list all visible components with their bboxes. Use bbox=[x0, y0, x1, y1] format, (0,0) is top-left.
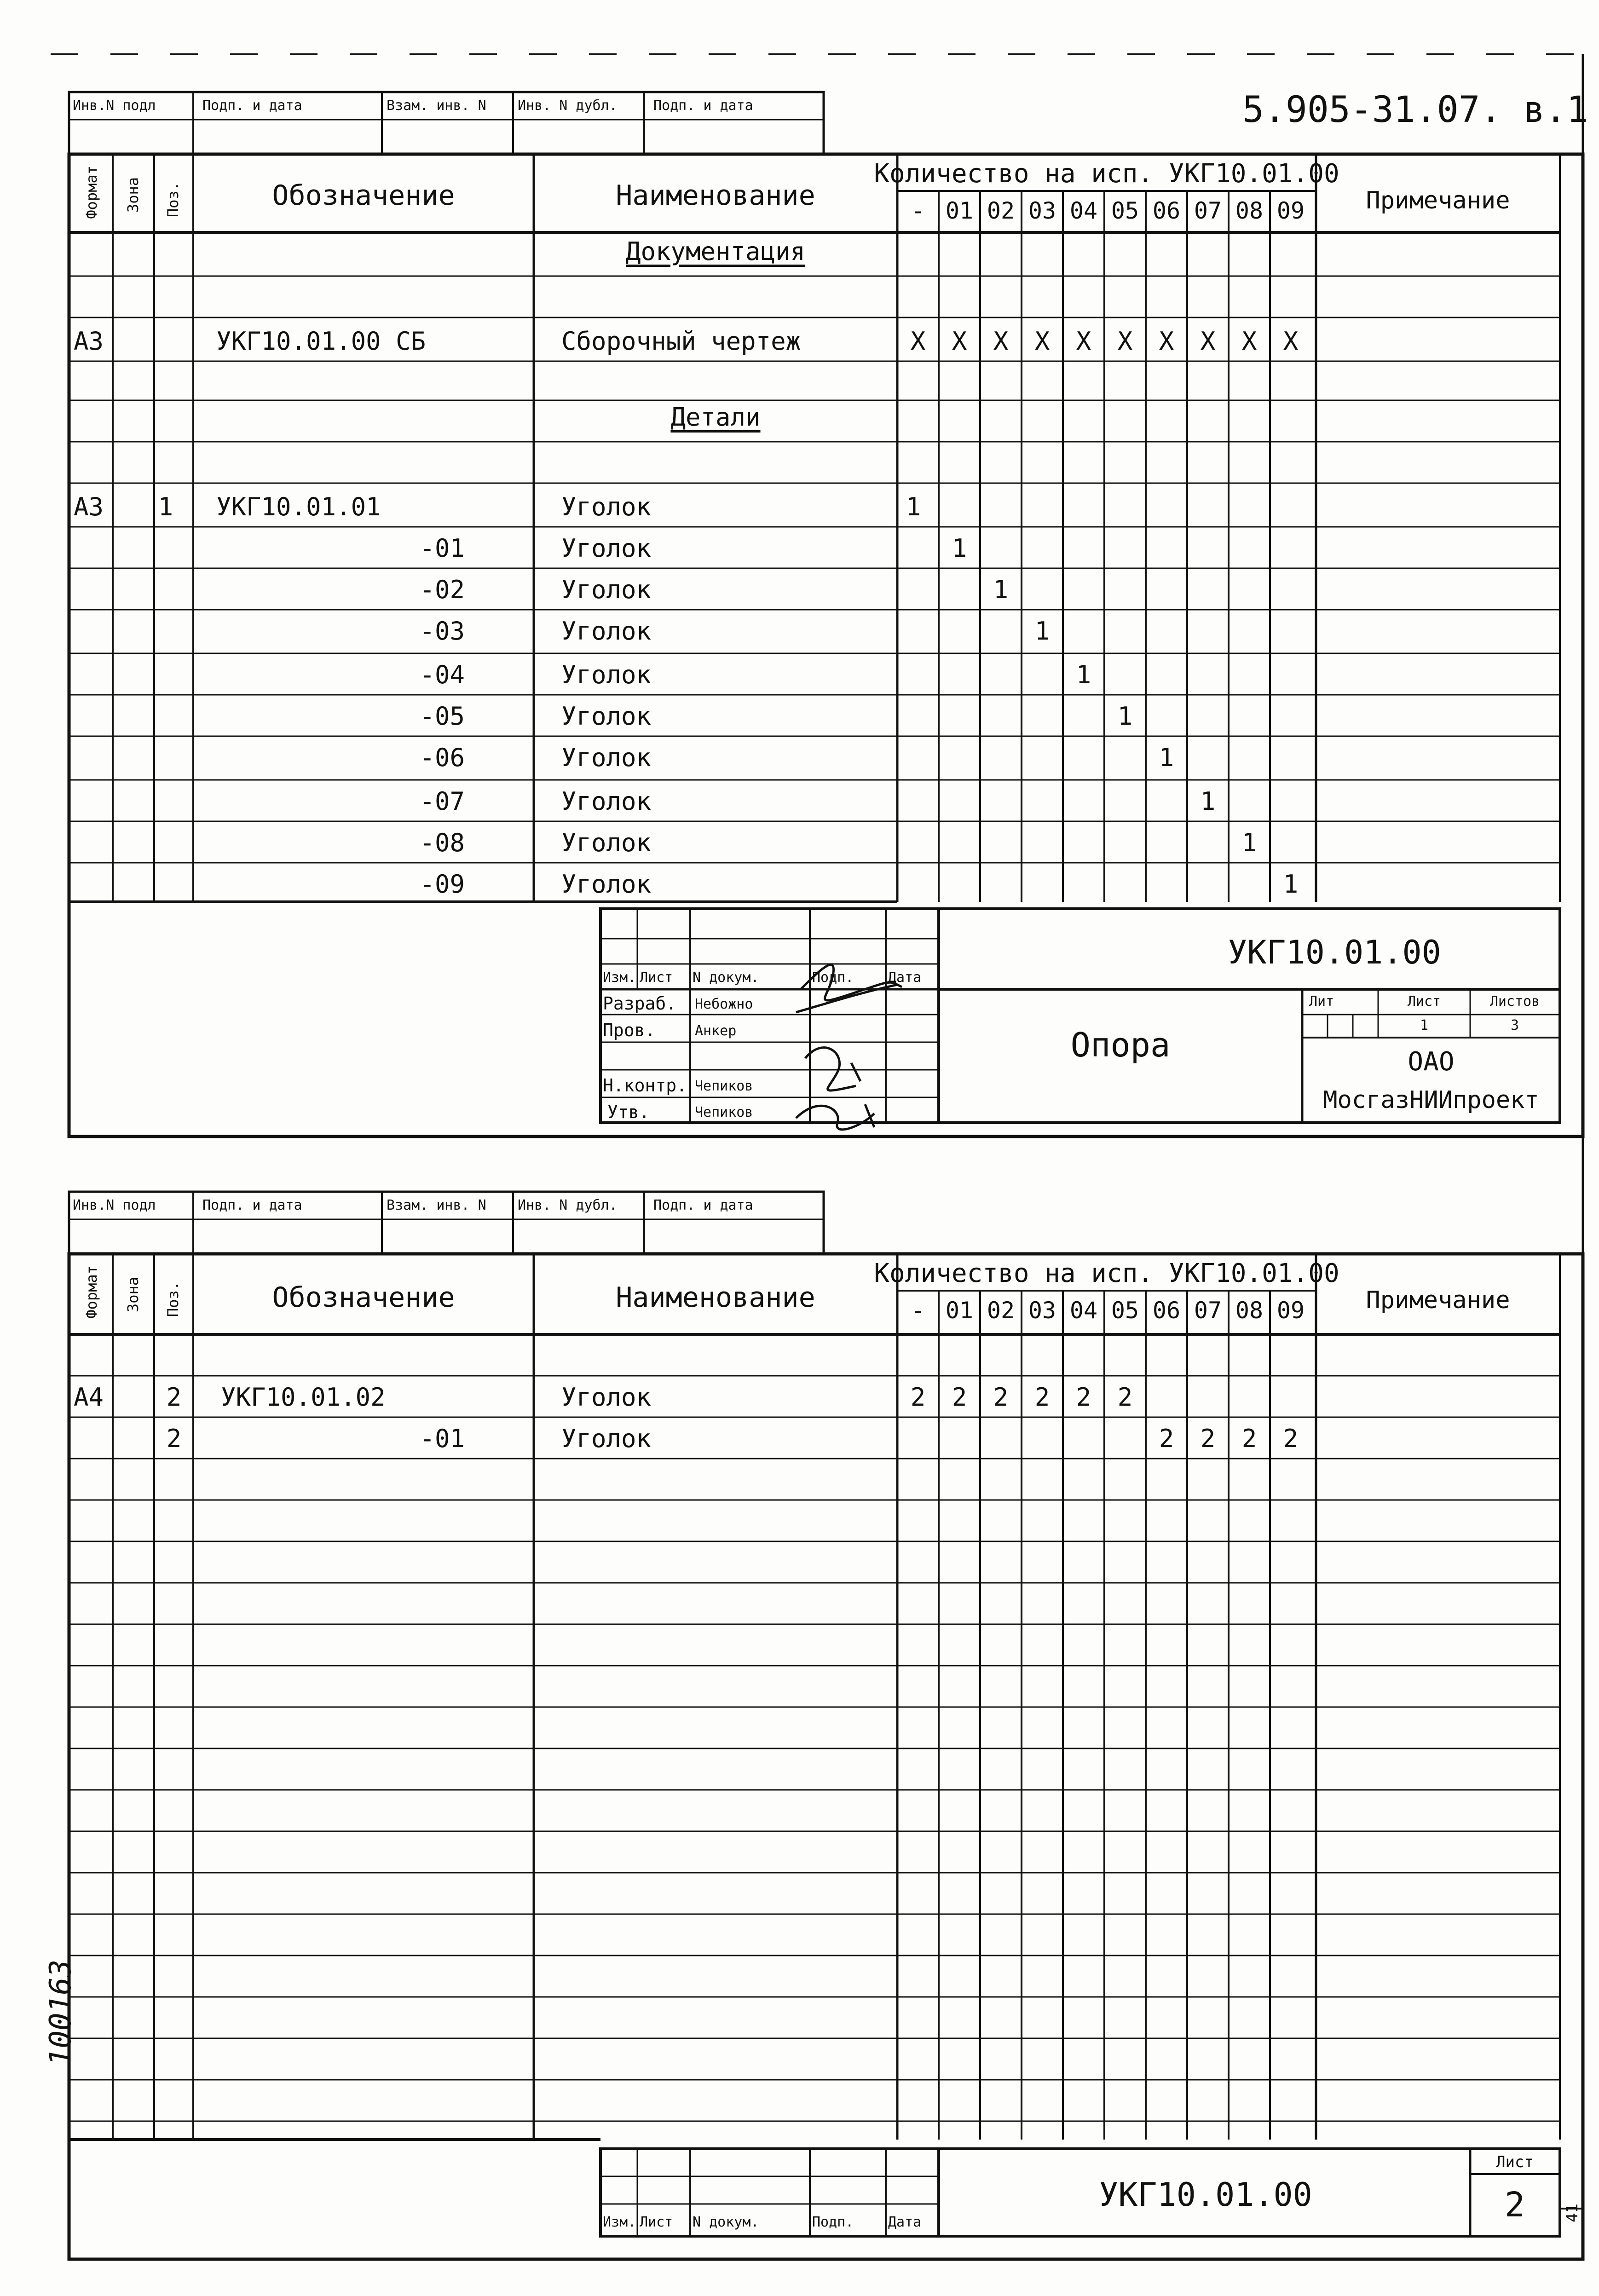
row1-variant-qty: 2 bbox=[1034, 1383, 1050, 1412]
col-designation-header-2: Обозначение bbox=[272, 1281, 455, 1314]
tb1-org-line1: ОАО bbox=[1408, 1047, 1455, 1077]
variant-header: 01 bbox=[945, 1297, 974, 1324]
row1-designation: УКГ10.01.02 bbox=[221, 1383, 386, 1412]
row1-variant-qty: 2 bbox=[1117, 1383, 1133, 1412]
stamp-sign-date-1: Подп. и дата bbox=[202, 98, 302, 114]
tb1-title: Опора bbox=[1070, 1026, 1171, 1064]
tb1-razrab-name: Небожно bbox=[695, 996, 753, 1012]
row2-variant-qty: 2 bbox=[1241, 1424, 1257, 1453]
variant-header: 05 bbox=[1111, 1297, 1139, 1324]
variant-header: 08 bbox=[1235, 197, 1264, 224]
variant-header: 04 bbox=[1069, 1297, 1098, 1324]
tb1-org-line2: МосгазНИИпроект bbox=[1323, 1086, 1539, 1114]
part-format: А3 bbox=[74, 492, 104, 521]
document-code: 5.905-31.07. в.1 bbox=[1242, 89, 1588, 131]
part-variant-name: Уголок bbox=[561, 702, 652, 731]
tb1-nkontr-name: Чепиков bbox=[695, 1078, 753, 1094]
variant-header: 03 bbox=[1028, 197, 1056, 224]
asm-variant-mark: Х bbox=[1117, 327, 1133, 356]
tb1-prov-label: Пров. bbox=[603, 1020, 656, 1040]
tb2-data: Дата bbox=[888, 2214, 922, 2230]
part-variant-designation: -02 bbox=[420, 575, 465, 604]
tb2-list: Лист bbox=[640, 2214, 673, 2230]
asm-variant-mark: Х bbox=[910, 327, 926, 356]
stamp-inv-orig: Инв.N подл bbox=[73, 98, 156, 114]
tb1-izm: Изм. bbox=[603, 969, 636, 986]
tb1-sheets-value: 3 bbox=[1510, 1017, 1519, 1033]
col-name-header-2: Наименование bbox=[616, 1281, 815, 1314]
variant-header: 06 bbox=[1152, 197, 1181, 224]
tb1-razrab-label: Разраб. bbox=[603, 993, 677, 1014]
archive-number: 100163 bbox=[44, 1959, 78, 2066]
variant-header: 09 bbox=[1276, 1297, 1305, 1324]
tb2-sheet-label: Лист bbox=[1496, 2153, 1534, 2171]
row2-designation: -01 bbox=[420, 1424, 465, 1453]
tb1-prov-name: Анкер bbox=[695, 1023, 737, 1039]
variant-header: - bbox=[911, 197, 925, 224]
asm-variant-mark: Х bbox=[1034, 327, 1050, 356]
part-variant-name: Уголок bbox=[561, 660, 652, 689]
row2-variant-qty: 2 bbox=[1283, 1424, 1299, 1453]
part-variant-designation: -01 bbox=[420, 534, 465, 563]
variant-header: - bbox=[911, 1297, 925, 1324]
col-pos-header-2: Поз. bbox=[164, 1281, 182, 1317]
asm-variant-mark: Х bbox=[952, 327, 967, 356]
col-zone-header-2: Зона bbox=[124, 1277, 142, 1313]
tb1-nkontr-label: Н.контр. bbox=[603, 1075, 687, 1096]
col-zone-header: Зона bbox=[124, 177, 142, 213]
col-name-header: Наименование bbox=[616, 179, 815, 212]
part-designation: УКГ10.01.01 bbox=[216, 492, 381, 521]
tb1-utv-name: Чепиков bbox=[695, 1104, 753, 1120]
asm-variant-mark: Х bbox=[1241, 327, 1257, 356]
part-variant-designation: -07 bbox=[420, 787, 465, 816]
stamp2-replace-inv: Взам. инв. N bbox=[387, 1197, 486, 1213]
tb2-designation: УКГ10.01.00 bbox=[1099, 2176, 1312, 2214]
tb1-sheet-value: 1 bbox=[1420, 1017, 1429, 1033]
part-variant-name: Уголок bbox=[561, 534, 652, 563]
col-note-header-2: Примечание bbox=[1366, 1286, 1510, 1314]
asm-designation: УКГ10.01.00 СБ bbox=[216, 327, 426, 356]
row2-variant-qty: 2 bbox=[1200, 1424, 1216, 1453]
row2-name: Уголок bbox=[561, 1424, 652, 1453]
stamp2-inv-orig: Инв.N подл bbox=[73, 1197, 156, 1213]
part-variant-qty: 1 bbox=[1200, 787, 1216, 816]
col-format-header-2: Формат bbox=[83, 1265, 100, 1319]
variant-header: 03 bbox=[1028, 1297, 1056, 1324]
part-qty: 1 bbox=[906, 492, 921, 521]
row1-variant-qty: 2 bbox=[952, 1383, 967, 1412]
part-variant-name: Уголок bbox=[561, 575, 652, 604]
variant-header: 02 bbox=[987, 197, 1015, 224]
variant-header: 07 bbox=[1194, 197, 1222, 224]
variant-header: 02 bbox=[987, 1297, 1015, 1324]
row2-pos: 2 bbox=[166, 1424, 182, 1453]
tb1-sheets-label: Листов bbox=[1489, 993, 1540, 1010]
section-documentation: Документация bbox=[625, 237, 806, 266]
row1-format: А4 bbox=[74, 1383, 104, 1412]
col-pos-header: Поз. bbox=[164, 182, 182, 218]
corner-mark: 41 bbox=[1563, 2204, 1582, 2222]
part-variant-qty: 1 bbox=[1283, 870, 1299, 899]
part-variant-designation: -03 bbox=[420, 617, 465, 646]
asm-variant-mark: Х bbox=[1200, 327, 1216, 356]
part-variant-qty: 1 bbox=[1034, 617, 1050, 646]
col-format-header: Формат bbox=[83, 166, 100, 219]
tb2-izm: Изм. bbox=[603, 2214, 636, 2230]
variant-header: 08 bbox=[1235, 1297, 1264, 1324]
stamp2-inv-dup: Инв. N дубл. bbox=[518, 1197, 618, 1213]
row1-variant-qty: 2 bbox=[1076, 1383, 1091, 1412]
variant-header: 05 bbox=[1111, 197, 1139, 224]
section-parts: Детали bbox=[670, 403, 761, 432]
variant-header: 01 bbox=[945, 197, 974, 224]
row1-variant-qty: 2 bbox=[993, 1383, 1009, 1412]
part-variant-qty: 1 bbox=[1241, 828, 1257, 857]
variant-header: 09 bbox=[1276, 197, 1305, 224]
stamp-inv-dup: Инв. N дубл. bbox=[518, 98, 618, 114]
asm-variant-mark: Х bbox=[1076, 327, 1091, 356]
part-variant-qty: 1 bbox=[1159, 743, 1174, 772]
part-variant-designation: -06 bbox=[420, 743, 465, 772]
tb2-sheet-value: 2 bbox=[1504, 2185, 1525, 2225]
col-qty-header-2: Количество на исп. УКГ10.01.00 bbox=[874, 1258, 1339, 1288]
tb1-list: Лист bbox=[640, 969, 673, 986]
variant-header: 06 bbox=[1152, 1297, 1181, 1324]
tb1-sheet-label: Лист bbox=[1407, 993, 1441, 1010]
asm-format: А3 bbox=[74, 327, 104, 356]
row1-name: Уголок bbox=[561, 1383, 652, 1412]
tb1-podp: Подп. bbox=[812, 969, 854, 986]
stamp2-sign-date-1: Подп. и дата bbox=[202, 1197, 302, 1213]
part-variant-name: Уголок bbox=[561, 870, 652, 899]
part-variant-qty: 1 bbox=[1117, 702, 1133, 731]
col-qty-header: Количество на исп. УКГ10.01.00 bbox=[874, 159, 1339, 189]
part-variant-designation: -08 bbox=[420, 828, 465, 857]
part-variant-name: Уголок bbox=[561, 828, 652, 857]
stamp2-sign-date-2: Подп. и дата bbox=[653, 1197, 753, 1213]
part-variant-qty: 1 bbox=[993, 575, 1009, 604]
part-variant-designation: -09 bbox=[420, 870, 465, 899]
signatures bbox=[782, 943, 920, 1141]
variant-header: 04 bbox=[1069, 197, 1098, 224]
row1-pos: 2 bbox=[166, 1383, 182, 1412]
asm-variant-mark: Х bbox=[1283, 327, 1299, 356]
col-note-header: Примечание bbox=[1366, 187, 1510, 214]
tb1-utv-label: Утв. bbox=[607, 1102, 650, 1122]
part-variant-qty: 1 bbox=[1076, 660, 1091, 689]
asm-variant-mark: Х bbox=[1159, 327, 1174, 356]
asm-variant-mark: Х bbox=[993, 327, 1009, 356]
variant-header: 07 bbox=[1194, 1297, 1222, 1324]
part-name: Уголок bbox=[561, 492, 652, 521]
row1-variant-qty: 2 bbox=[910, 1383, 926, 1412]
tb1-ndoc: N докум. bbox=[693, 969, 759, 986]
part-variant-designation: -05 bbox=[420, 702, 465, 731]
part-variant-name: Уголок bbox=[561, 617, 652, 646]
row2-variant-qty: 2 bbox=[1159, 1424, 1174, 1453]
part-pos: 1 bbox=[158, 492, 173, 521]
stamp-sign-date-2: Подп. и дата bbox=[653, 98, 753, 114]
part-variant-designation: -04 bbox=[420, 660, 465, 689]
col-designation-header: Обозначение bbox=[272, 179, 455, 212]
part-variant-name: Уголок bbox=[561, 743, 652, 772]
stamp-replace-inv: Взам. инв. N bbox=[387, 98, 486, 114]
tb2-ndoc: N докум. bbox=[693, 2214, 759, 2230]
part-variant-qty: 1 bbox=[952, 534, 967, 563]
tb1-data: Дата bbox=[888, 969, 922, 986]
part-variant-name: Уголок bbox=[561, 787, 652, 816]
tb2-podp: Подп. bbox=[812, 2214, 854, 2230]
asm-name: Сборочный чертеж bbox=[561, 327, 801, 356]
tb1-lit-label: Лит bbox=[1309, 993, 1334, 1010]
tb1-designation: УКГ10.01.00 bbox=[1228, 934, 1441, 971]
